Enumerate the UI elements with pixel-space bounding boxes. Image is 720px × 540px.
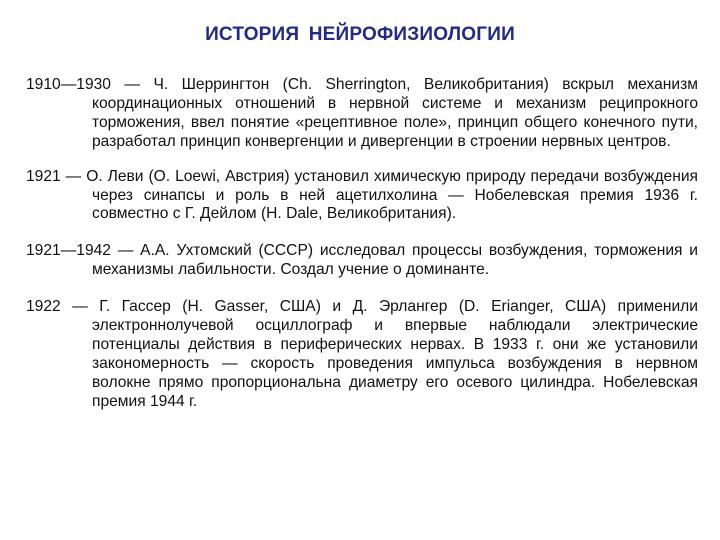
entry-text: — О. Леви (О. Loewi, Австрия) установил химическую природу передачи возбуждения через синапсы и роль в ней ацетилхолина — Нобелевская премия 1936 г. совместно с Г. Дейлом (Н. Dale, Великобритания). [60, 167, 698, 223]
entry-text: — А.А. Ухтомский (СССР) исследовал процессы возбуждения, торможения и механизмы лабильности. Создал учение о доминанте. [92, 242, 698, 279]
history-entries [26, 76, 698, 432]
entry-text: — Ч. Шеррингтон (Ch. Sherrington, Великобритания) вскрыл механизм координационных отношений в нервной системе и механизм реципрокного торможения, ввел понятие «рецептивное поле», принцип общего конечного пути, разработал принцип конвергенции и дивергенции в строении нервных центров. [92, 76, 698, 150]
page-title: ИСТОРИЯ НЕЙРОФИЗИОЛОГИИ [205, 24, 515, 45]
entry-year: 1921—1942 [26, 242, 111, 260]
entry-year: 1922 [26, 298, 61, 316]
history-entry [26, 168, 698, 225]
entry-year: 1921 [26, 167, 61, 185]
entry-year: 1910—1930 [26, 76, 111, 93]
history-entry [26, 76, 698, 152]
history-entry [26, 298, 698, 411]
history-entry [26, 242, 698, 280]
entry-text: — Г. Гассер (Н. Gasser, США) и Д. Эрлангер (D. Erianger, США) применили электроннолучевой осциллограф и впервые наблюдали электрические потенциалы действия в периферических нервах. В 1933 г. они же установили закономерность — скорость проведения импульса возбуждения в нервном волокне прямо пропорциональна диаметру его осевого цилиндра. Нобелевская премия 1944 г. [60, 298, 698, 410]
